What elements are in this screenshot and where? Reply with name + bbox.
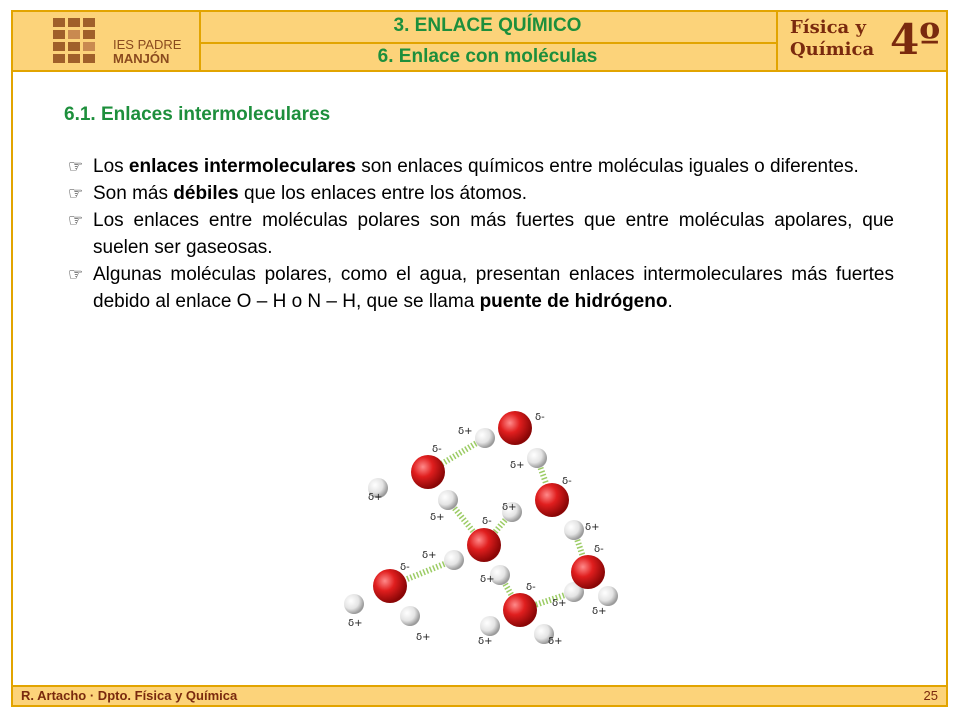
delta-minus-label: δ- [526,582,536,593]
oxygen-atom [535,483,569,517]
delta-plus-label: δ+ [458,426,473,437]
hydrogen-atom [344,594,364,614]
logo-grid-icon [53,18,109,64]
grade-label: 4º [890,15,941,64]
pointing-hand-icon: ☞ [68,157,84,176]
water-molecules [344,411,618,644]
delta-plus-label: δ+ [422,550,437,561]
subject-name [790,17,874,61]
logo-line-1: IES PADRE [113,37,182,52]
oxygen-atom [467,528,501,562]
hydrogen-atom [400,606,420,626]
water-hydrogen-bond-diagram [330,400,630,650]
oxygen-atom [503,593,537,627]
title-cell [199,12,778,70]
bullet-item [68,180,894,207]
pointing-hand-icon: ☞ [68,211,84,230]
delta-plus-label: δ+ [552,598,567,609]
oxygen-atom [498,411,532,445]
oxygen-atom [373,569,407,603]
hydrogen-atom [527,448,547,468]
delta-plus-label: δ+ [548,636,563,647]
delta-minus-label: δ- [535,412,545,423]
hydrogen-atom [475,428,495,448]
bullet-list [68,153,894,315]
subject-line-2: Química [790,39,875,60]
water-molecule [444,528,510,585]
bullet-text: que los enlaces entre los átomos. [238,183,528,204]
delta-minus-label: δ- [594,544,604,555]
delta-plus-label: δ+ [592,606,607,617]
bullet-text: Los [93,156,129,177]
footer-author: R. Artacho · Dpto. Física y Química [21,688,238,703]
subsection-title: 6.1. Enlaces intermoleculares [64,104,331,125]
water-molecule [564,555,618,606]
delta-plus-label: δ+ [348,618,363,629]
delta-minus-label: δ- [562,476,572,487]
delta-minus-label: δ- [482,516,492,527]
delta-plus-label: δ+ [416,632,431,643]
bullet-item [68,207,894,261]
delta-minus-label: δ- [432,444,442,455]
bullet-text: Algunas moléculas polares, como el agua, presentan enlaces intermoleculares más fuertes debido al enlace O – H o N – H, que se llama [93,264,894,312]
subject-badge [778,12,946,70]
bullet-text: son enlaces químicos entre moléculas iguales o diferentes. [356,156,859,177]
delta-plus-label: δ+ [480,574,495,585]
delta-plus-label: δ+ [502,502,517,513]
hydrogen-atom [480,616,500,636]
delta-minus-label: δ- [400,562,410,573]
subject-line-1: Física y [790,17,866,38]
oxygen-atom [571,555,605,589]
bullet-text: Son más [93,183,174,204]
slide-footer [11,685,948,707]
logo-line-2: MANJÓN [113,51,170,66]
bullet-text: . [667,291,673,312]
delta-plus-label: δ+ [585,522,600,533]
pointing-hand-icon: ☞ [68,184,84,203]
bullet-text: Los enlaces entre moléculas polares son más fuertes que entre moléculas apolares, que suelen ser gaseosas. [93,210,894,258]
bullet-emphasis: enlaces intermoleculares [128,156,356,177]
delta-plus-label: δ+ [510,460,525,471]
logo-text [113,38,181,66]
school-logo [13,12,201,70]
oxygen-atom [411,455,445,489]
hydrogen-atom [438,490,458,510]
pointing-hand-icon: ☞ [68,265,84,284]
unit-title: 3. ENLACE QUÍMICO [199,12,776,44]
bullet-item [68,153,894,180]
delta-plus-label: δ+ [478,636,493,647]
section-heading: 6. Enlace con moléculas [377,46,598,67]
delta-plus-label: δ+ [368,492,383,503]
bullet-emphasis: débiles [173,183,239,204]
hydrogen-atom [564,520,584,540]
page-number: 25 [923,688,938,703]
delta-plus-label: δ+ [430,512,445,523]
hydrogen-atom [598,586,618,606]
hydrogen-atom [444,550,464,570]
slide-header [11,10,948,72]
bullet-item [68,261,894,315]
bullet-emphasis: puente de hidrógeno [479,291,668,312]
